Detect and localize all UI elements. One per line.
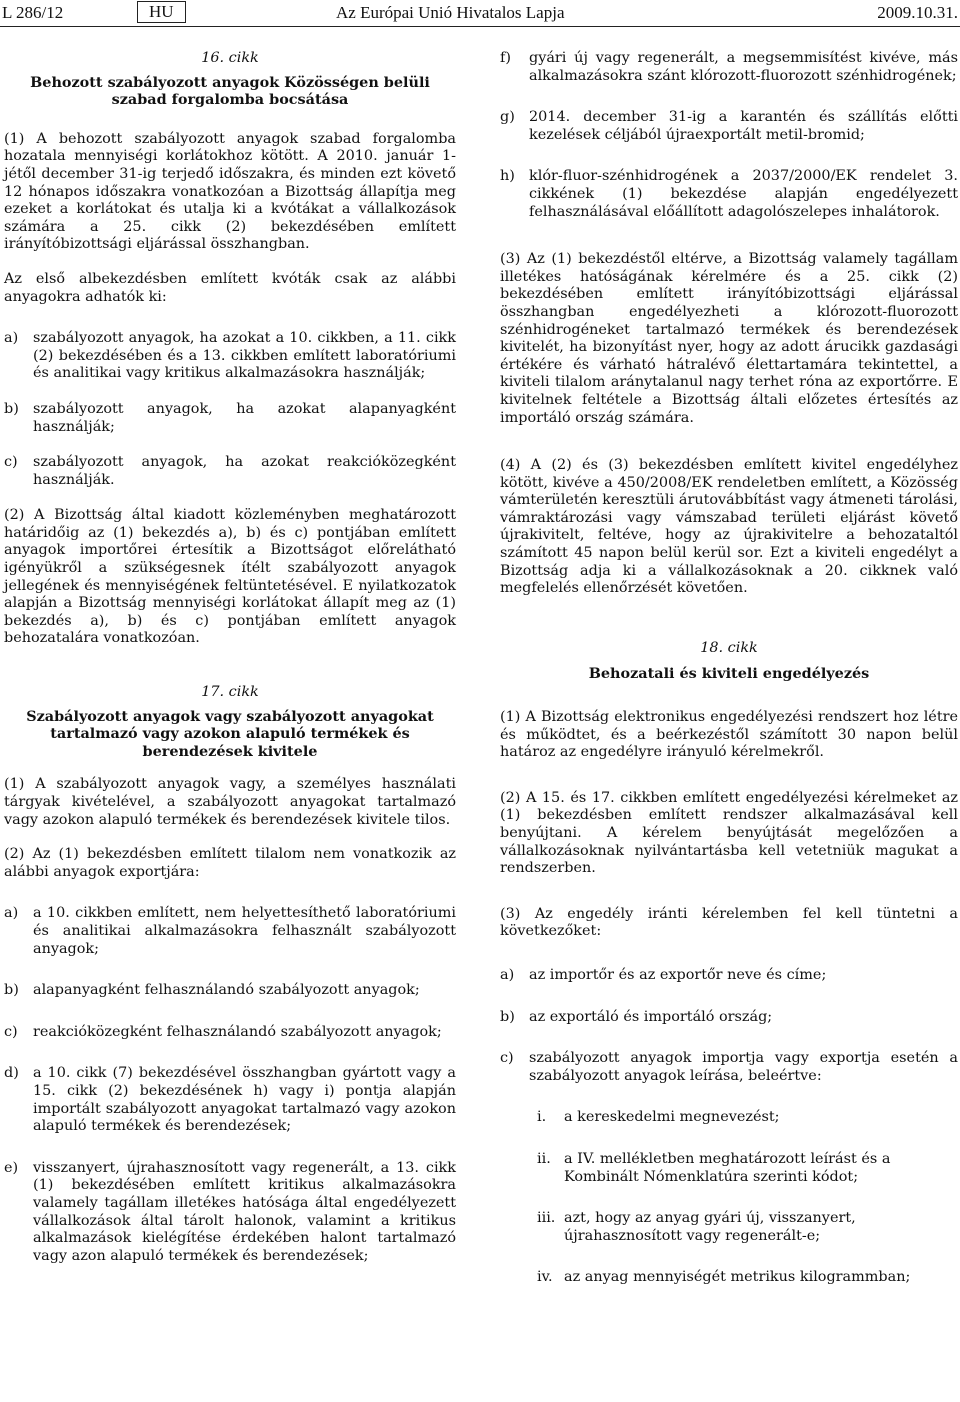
list-item-text: az importőr és az exportőr neve és címe; — [529, 966, 827, 983]
list-item-text: az exportáló és importáló ország; — [529, 1008, 773, 1025]
sub-list-item-text: azt, hogy az anyag gyári új, visszanyert, újrahasznosított vagy regenerált-e; — [564, 1210, 856, 1244]
article-18-paragraph-1: (1) A Bizottság elektronikus engedélyezési rendszert hoz létre és működtet, és a beérkezéstől számított 30 napon belül határoz az engedélyre irányuló kérelmekről. — [500, 709, 958, 761]
list-item — [4, 1024, 456, 1042]
list-item-label: a) — [500, 966, 515, 983]
list-item-text: gyári új vagy regenerált, a megsemmisítést kivéve, más alkalmazásokra szánt klórozott-fluorozott szénhidrogének; — [529, 50, 958, 84]
list-item-text: 2014. december 31-ig a karantén és szállítás előtti kezelések céljából újraexportált metil-bromid; — [529, 109, 958, 143]
article-17-number: 17. cikk — [201, 684, 259, 701]
list-item — [4, 1065, 456, 1135]
list-item-label: c) — [4, 1023, 18, 1040]
sub-list-item-label: iv. — [537, 1269, 553, 1286]
list-item-label: h) — [500, 168, 515, 185]
sub-list-item — [500, 1210, 958, 1245]
list-item-text: szabályozott anyagok, ha azokat reakcióközegként használják. — [33, 454, 456, 488]
list-item — [500, 1009, 958, 1027]
article-17-paragraph-1: (1) A szabályozott anyagok vagy, a személyes használati tárgyak kivételével, a szabályozott anyagokat tartalmazó vagy azokon alapuló termékek és berendezések kivitele tilos. — [4, 776, 456, 828]
list-item-label: a) — [4, 905, 19, 922]
list-item — [4, 330, 456, 383]
list-item — [4, 982, 456, 1000]
language-badge: HU — [137, 1, 186, 23]
journal-title: Az Európai Unió Hivatalos Lapja — [336, 3, 565, 22]
list-item-label: g) — [500, 109, 515, 126]
article-17-paragraph-4: (4) A (2) és (3) bekezdésben említett kivitel engedélyhez kötött, kivéve a 450/2008/EK rendeletben említett, a Közösség vámterületén keresztüli árutovábbítást vagy átmeneti tárolási, vámraktározási vagy vámszabad területi eljárást követő újrakivitelt, feltéve, hogy az újrakivitelre a behozataltól számított 45 napon belül kerül sor. Ezt a kiviteli engedélyt a Bizottság adja ki a vállalkozásoknak a 20. cikknek való megfelelés ellenőrzését követően. — [500, 457, 958, 597]
list-item-text: visszanyert, újrahasznosított vagy regenerált, a 13. cikk (1) bekezdésében említett kritikus alkalmazásokra valamely tagállam illetékes hatósága által engedélyezett vállalkozások által tárolt halonok, valamint a kritikus alkalmazások kielégítése érdekében halont tartalmazó vagy azon alapuló termékek és berendezések; — [33, 1159, 456, 1264]
article-16-paragraph-2: Az első albekezdésben említett kvóták csak az alábbi anyagokra adhatók ki: — [4, 270, 456, 305]
article-18-paragraph-3: (3) Az engedély iránti kérelemben fel kell tüntetni a következőket: — [500, 905, 958, 940]
list-item — [500, 1050, 958, 1085]
list-item-text: szabályozott anyagok, ha azokat alapanyagként használják; — [33, 400, 456, 435]
list-item-label: f) — [500, 50, 511, 66]
list-item — [4, 1160, 456, 1266]
article-18-number: 18. cikk — [700, 639, 758, 656]
list-item-label: c) — [4, 454, 18, 471]
article-16-paragraph-3: (2) A Bizottság által kiadott közleményben meghatározott határidőig az (1) bekezdés a), b) és c) pontjában említett anyagok importőrei értesítik a Bizottságot előrelátható igényükről a szükségesnek ítélt szabályozott anyagok jellegének és mennyiségének feltüntetésével. E nyilatkozatok alapján a Bizottság mennyiségi korlátokat állapít meg az (1) bekezdés a), b) és c) pontjában említett anyagok behozatalára vonatkozóan. — [4, 507, 456, 647]
list-item — [500, 168, 958, 221]
sub-list-item-text: a kereskedelmi megnevezést; — [564, 1109, 780, 1126]
sub-list-item-label: ii. — [537, 1150, 551, 1167]
article-18-paragraph-2: (2) A 15. és 17. cikkben említett engedélyezési kérelmeket az (1) bekezdésben említett rendszer alkalmazásával kell benyújtani. A kérelem benyújtását megelőzően a vállalkozásoknak nyilvántartásba kell vetetniük magukat a rendszerben. — [500, 789, 958, 877]
list-item-label: b) — [4, 982, 19, 999]
list-item-text: szabályozott anyagok importja vagy exportja esetén a szabályozott anyagok leírása, beleértve: — [529, 1050, 958, 1084]
page-reference: L 286/12 — [2, 3, 64, 22]
list-item-text: klór-fluor-szénhidrogének a 2037/2000/EK rendelet 3. cikkének (1) bekezdése alapján engedélyezett felhasználásával előállított adagolószelepes inhalátorok. — [529, 168, 958, 220]
list-item — [4, 454, 456, 489]
sub-list-item — [500, 1269, 958, 1287]
list-item-label: a) — [4, 330, 19, 347]
list-item-text: a 10. cikkben említett, nem helyettesíthető laboratóriumi és analitikai alkalmazásokra felhasznált szabályozott anyagok; — [33, 905, 456, 957]
list-item-label: b) — [500, 1008, 515, 1025]
list-item — [500, 50, 958, 85]
sub-list-item-label: iii. — [537, 1210, 556, 1227]
sub-list-item-text: az anyag mennyiségét metrikus kilogrammban; — [564, 1269, 911, 1286]
list-item — [500, 109, 958, 144]
article-18-title: Behozatali és kiviteli engedélyezés — [588, 665, 870, 683]
page-header — [0, 0, 960, 26]
right-column — [500, 50, 958, 1311]
sub-list-item — [500, 1109, 958, 1127]
publication-date: 2009.10.31. — [877, 3, 958, 22]
sub-list-item-text: a IV. mellékletben meghatározott leírást és a Kombinált Nómenklatúra szerinti kódot; — [564, 1150, 891, 1185]
list-item — [4, 905, 456, 958]
sub-list-item-label: i. — [537, 1109, 547, 1126]
list-item-text: reakcióközegként felhasználandó szabályozott anyagok; — [33, 1023, 442, 1040]
sub-list-item — [500, 1151, 958, 1186]
list-item-text: szabályozott anyagok, ha azokat a 10. cikkben, a 11. cikk (2) bekezdésében és a 13. cikkben említett laboratóriumi és analitikai vagy kritikus alkalmazásokra használják; — [33, 330, 456, 382]
left-column — [4, 50, 456, 1283]
header-divider — [0, 26, 960, 27]
list-item-text: alapanyagként felhasználandó szabályozott anyagok; — [33, 982, 420, 999]
list-item-label: d) — [4, 1065, 19, 1082]
article-16-title: Behozott szabályozott anyagok Közösségen belüli szabad forgalomba bocsátása — [30, 73, 430, 109]
list-item-label: b) — [4, 400, 19, 417]
article-16-number: 16. cikk — [201, 50, 259, 66]
article-16-paragraph-1: (1) A behozott szabályozott anyagok szabad forgalomba hozatala mennyiségi korlátokhoz kötött. A 2010. január 1-jétől december 31-ig terjedő időszakra, és minden ezt követő 12 hónapos időszakra vonatkozóan a Bizottság állapítja meg ezeket a korlátokat és utalja ki a kvótákat a vállalkozások számára a 25. cikk (2) bekezdésében említett irányítóbizottsági eljárással összhangban. — [4, 130, 456, 253]
list-item — [500, 967, 958, 985]
list-item — [4, 401, 456, 436]
list-item-label: c) — [500, 1050, 514, 1067]
list-item-text: a 10. cikk (7) bekezdésével összhangban gyártott vagy a 15. cikk (2) bekezdésének h) vagy i) pontja alapján importált szabályozott anyagokat tartalmazó vagy azokon alapuló termékek és berendezések; — [33, 1065, 456, 1135]
article-17-title: Szabályozott anyagok vagy szabályozott anyagokat tartalmazó vagy azokon alapuló termékek és berendezések kivitele — [26, 707, 434, 760]
article-17-paragraph-3: (3) Az (1) bekezdéstől eltérve, a Bizottság valamely tagállam illetékes hatóságának kérelmére és a 25. cikk (2) bekezdésében említett irányítóbizottsági eljárással összhangban engedélyezheti a klórozott-fluorozott szénhidrogéneket tartalmazó termékek és berendezések kivitelét, ha bizonyítást nyer, hogy az adott árucikk gazdasági értékére és várható hátralévő élettartamára tekintettel, a kiviteli tilalom aránytalanul nagy terhet róna az exportőrre. E kivitelnek feltétele a Bizottság általi előzetes értesítés az importáló ország számára. — [500, 251, 958, 426]
list-item-label: e) — [4, 1159, 19, 1176]
article-17-paragraph-2: (2) Az (1) bekezdésben említett tilalom nem vonatkozik az alábbi anyagok exportjára: — [4, 846, 456, 880]
